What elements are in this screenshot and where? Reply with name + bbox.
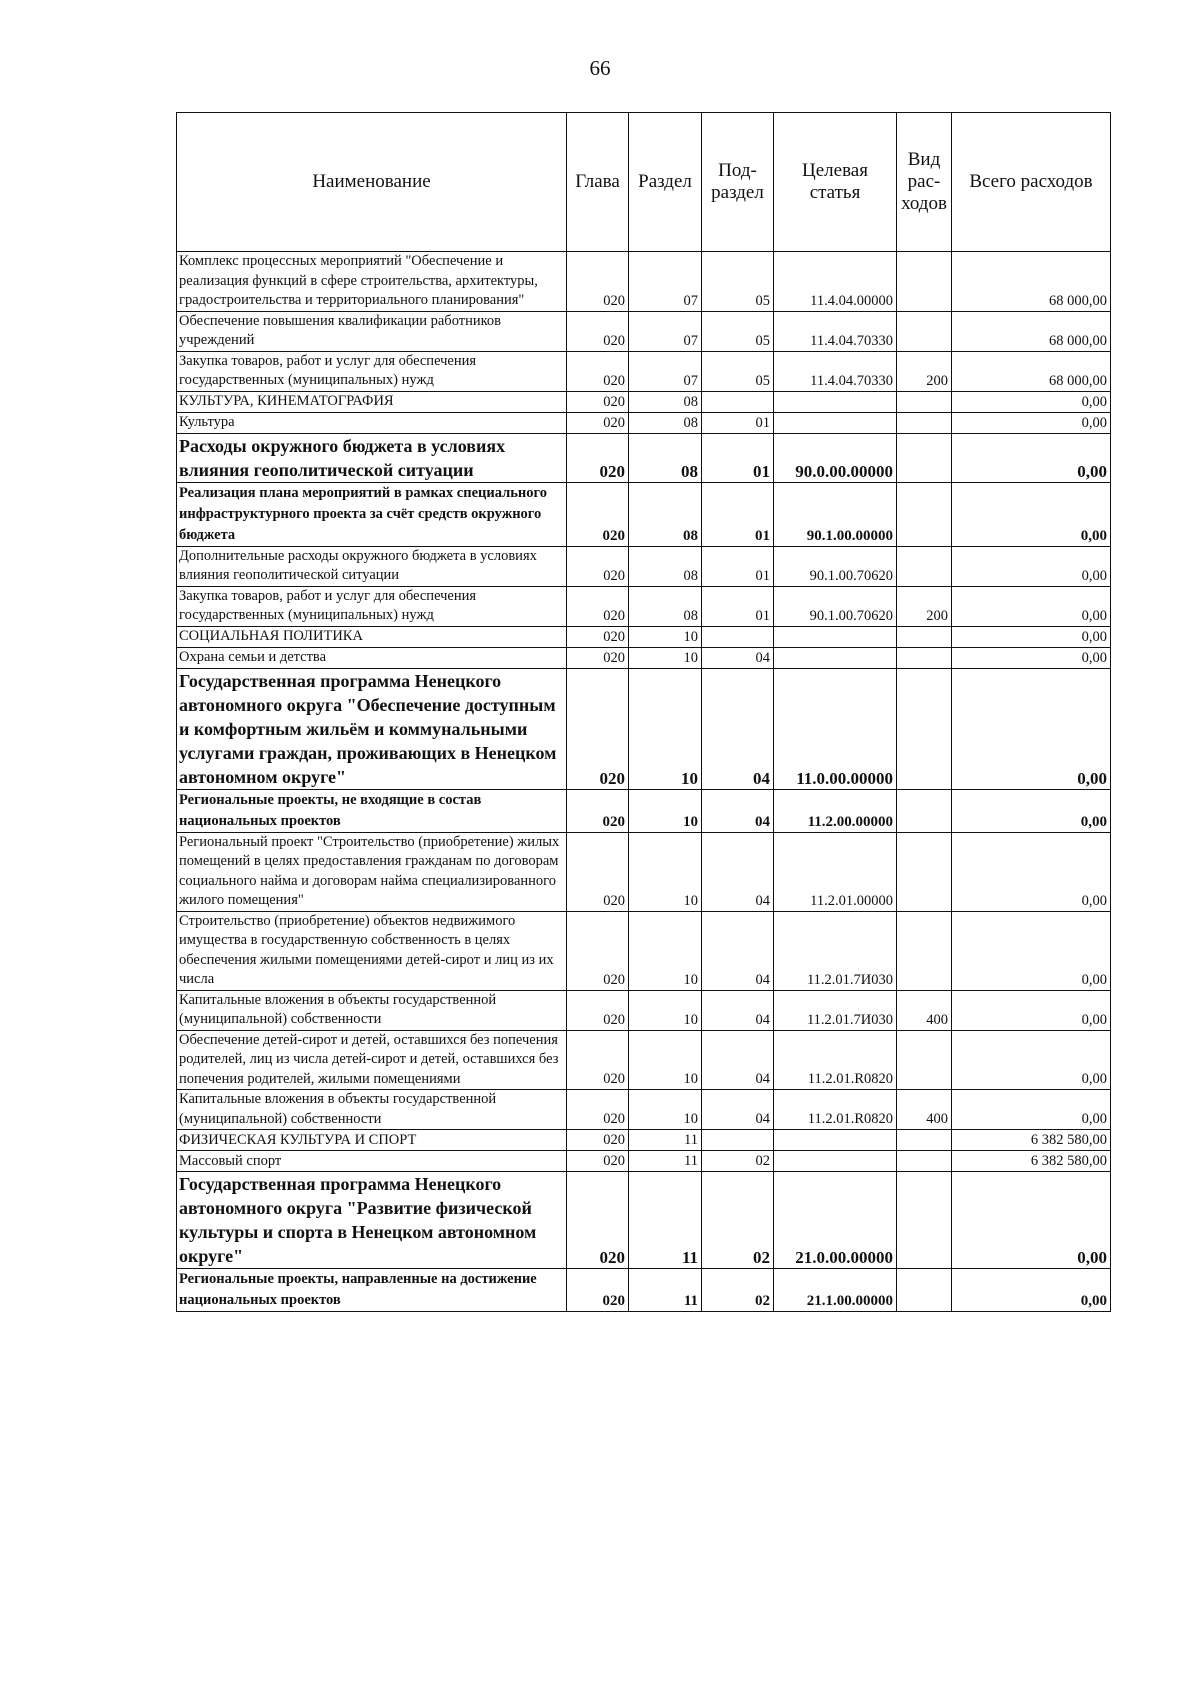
cell-statya [774, 626, 897, 647]
cell-vid [897, 1151, 952, 1172]
cell-vid [897, 789, 952, 832]
cell-total: 0,00 [952, 482, 1111, 546]
cell-vid [897, 482, 952, 546]
cell-name: Государственная программа Ненецкого автономного округа "Развитие физической культуры и спорта в Ненецком автономном округе" [177, 1172, 567, 1269]
cell-total: 0,00 [952, 1030, 1111, 1090]
cell-name: Массовый спорт [177, 1151, 567, 1172]
cell-total: 0,00 [952, 990, 1111, 1030]
cell-total: 6 382 580,00 [952, 1130, 1111, 1151]
cell-glava: 020 [567, 647, 629, 668]
cell-statya: 11.2.01.7И030 [774, 990, 897, 1030]
cell-total: 0,00 [952, 433, 1111, 482]
cell-razdel: 08 [629, 546, 702, 586]
cell-glava: 020 [567, 1130, 629, 1151]
table-row [177, 832, 1111, 911]
table-row [177, 789, 1111, 832]
col-header-razdel: Раздел [629, 113, 702, 252]
cell-razdel: 08 [629, 412, 702, 433]
cell-total: 0,00 [952, 1172, 1111, 1269]
cell-podrazdel: 01 [702, 482, 774, 546]
cell-glava: 020 [567, 1151, 629, 1172]
cell-razdel: 10 [629, 626, 702, 647]
cell-total: 0,00 [952, 586, 1111, 626]
cell-vid [897, 668, 952, 789]
cell-name: ФИЗИЧЕСКАЯ КУЛЬТУРА И СПОРТ [177, 1130, 567, 1151]
cell-podrazdel: 04 [702, 990, 774, 1030]
cell-podrazdel: 04 [702, 789, 774, 832]
cell-glava: 020 [567, 586, 629, 626]
cell-glava: 020 [567, 351, 629, 391]
cell-name: Строительство (приобретение) объектов недвижимого имущества в государственную собственность в целях обеспечения жилыми помещениями детей-сирот и лиц из их числа [177, 911, 567, 990]
cell-podrazdel [702, 1130, 774, 1151]
table-row [177, 311, 1111, 351]
cell-statya: 90.0.00.00000 [774, 433, 897, 482]
cell-podrazdel: 04 [702, 832, 774, 911]
cell-statya: 11.2.01.R0820 [774, 1090, 897, 1130]
cell-total: 0,00 [952, 911, 1111, 990]
cell-vid [897, 412, 952, 433]
cell-statya [774, 412, 897, 433]
cell-podrazdel: 02 [702, 1151, 774, 1172]
cell-vid [897, 433, 952, 482]
cell-vid [897, 546, 952, 586]
cell-glava: 020 [567, 391, 629, 412]
cell-name: Капитальные вложения в объекты государственной (муниципальной) собственности [177, 990, 567, 1030]
page-number: 66 [589, 56, 611, 80]
cell-glava: 020 [567, 546, 629, 586]
cell-statya: 11.2.01.R0820 [774, 1030, 897, 1090]
cell-name: Региональный проект "Строительство (приобретение) жилых помещений в целях предоставления гражданам по договорам социального найма и договорам найма специализированного жилого помещения" [177, 832, 567, 911]
cell-total: 0,00 [952, 647, 1111, 668]
cell-podrazdel: 02 [702, 1172, 774, 1269]
cell-glava: 020 [567, 1030, 629, 1090]
cell-statya: 90.1.00.00000 [774, 482, 897, 546]
cell-podrazdel [702, 626, 774, 647]
cell-statya: 11.2.01.00000 [774, 832, 897, 911]
table-row [177, 546, 1111, 586]
cell-podrazdel: 05 [702, 351, 774, 391]
cell-total: 0,00 [952, 626, 1111, 647]
cell-vid: 200 [897, 351, 952, 391]
cell-vid [897, 647, 952, 668]
cell-podrazdel: 01 [702, 433, 774, 482]
table-row [177, 1090, 1111, 1130]
cell-statya: 11.0.00.00000 [774, 668, 897, 789]
table-header-row [177, 113, 1111, 252]
cell-razdel: 10 [629, 832, 702, 911]
cell-vid [897, 311, 952, 351]
cell-podrazdel: 04 [702, 647, 774, 668]
cell-total: 0,00 [952, 546, 1111, 586]
col-header-podrazdel: Под- раздел [702, 113, 774, 252]
cell-name: Обеспечение повышения квалификации работников учреждений [177, 311, 567, 351]
table-row [177, 647, 1111, 668]
cell-name: Обеспечение детей-сирот и детей, оставшихся без попечения родителей, лиц из числа детей-сирот и детей, оставшихся без попечения родителей, жилыми помещениями [177, 1030, 567, 1090]
table-row [177, 1172, 1111, 1269]
cell-name: Реализация плана мероприятий в рамках специального инфраструктурного проекта за счёт средств окружного бюджета [177, 482, 567, 546]
cell-vid [897, 911, 952, 990]
cell-glava: 020 [567, 990, 629, 1030]
table-row [177, 1269, 1111, 1312]
cell-name: СОЦИАЛЬНАЯ ПОЛИТИКА [177, 626, 567, 647]
table-row [177, 626, 1111, 647]
cell-vid [897, 1130, 952, 1151]
cell-podrazdel: 05 [702, 311, 774, 351]
table-row [177, 911, 1111, 990]
cell-statya: 21.0.00.00000 [774, 1172, 897, 1269]
table-row [177, 252, 1111, 312]
cell-glava: 020 [567, 1090, 629, 1130]
cell-statya [774, 1130, 897, 1151]
table-row [177, 1130, 1111, 1151]
cell-name: Расходы окружного бюджета в условиях влияния геополитической ситуации [177, 433, 567, 482]
cell-glava: 020 [567, 911, 629, 990]
table-row [177, 668, 1111, 789]
cell-podrazdel: 01 [702, 412, 774, 433]
table-row [177, 586, 1111, 626]
table-row [177, 391, 1111, 412]
cell-razdel: 08 [629, 391, 702, 412]
cell-statya: 11.4.04.00000 [774, 252, 897, 312]
cell-razdel: 11 [629, 1172, 702, 1269]
cell-razdel: 07 [629, 351, 702, 391]
cell-glava: 020 [567, 832, 629, 911]
cell-podrazdel: 01 [702, 586, 774, 626]
cell-statya: 11.2.01.7И030 [774, 911, 897, 990]
cell-glava: 020 [567, 1269, 629, 1312]
cell-vid: 400 [897, 990, 952, 1030]
cell-razdel: 10 [629, 990, 702, 1030]
cell-statya: 11.4.04.70330 [774, 311, 897, 351]
cell-statya: 21.1.00.00000 [774, 1269, 897, 1312]
cell-vid [897, 252, 952, 312]
cell-podrazdel: 04 [702, 1030, 774, 1090]
cell-razdel: 11 [629, 1151, 702, 1172]
cell-total: 68 000,00 [952, 311, 1111, 351]
cell-razdel: 07 [629, 311, 702, 351]
cell-glava: 020 [567, 311, 629, 351]
cell-vid [897, 391, 952, 412]
cell-name: Закупка товаров, работ и услуг для обеспечения государственных (муниципальных) нужд [177, 351, 567, 391]
cell-razdel: 08 [629, 433, 702, 482]
cell-statya: 11.4.04.70330 [774, 351, 897, 391]
cell-name: Дополнительные расходы окружного бюджета в условиях влияния геополитической ситуации [177, 546, 567, 586]
cell-podrazdel: 01 [702, 546, 774, 586]
cell-name: КУЛЬТУРА, КИНЕМАТОГРАФИЯ [177, 391, 567, 412]
cell-name: Региональные проекты, направленные на достижение национальных проектов [177, 1269, 567, 1312]
cell-vid: 400 [897, 1090, 952, 1130]
cell-name: Государственная программа Ненецкого автономного округа "Обеспечение доступным и комфортным жильём и коммунальными услугами граждан, проживающих в Ненецком автономном округе" [177, 668, 567, 789]
cell-podrazdel: 04 [702, 1090, 774, 1130]
cell-total: 0,00 [952, 832, 1111, 911]
cell-name: Охрана семьи и детства [177, 647, 567, 668]
cell-glava: 020 [567, 252, 629, 312]
cell-vid [897, 1269, 952, 1312]
cell-razdel: 10 [629, 789, 702, 832]
cell-total: 0,00 [952, 668, 1111, 789]
col-header-name: Наименование [177, 113, 567, 252]
cell-total: 0,00 [952, 412, 1111, 433]
table-row [177, 482, 1111, 546]
cell-podrazdel [702, 391, 774, 412]
cell-statya: 11.2.00.00000 [774, 789, 897, 832]
cell-podrazdel: 05 [702, 252, 774, 312]
table-row [177, 433, 1111, 482]
cell-vid [897, 1030, 952, 1090]
table-row [177, 412, 1111, 433]
cell-vid [897, 832, 952, 911]
cell-razdel: 11 [629, 1269, 702, 1312]
cell-name: Капитальные вложения в объекты государственной (муниципальной) собственности [177, 1090, 567, 1130]
table-row [177, 990, 1111, 1030]
cell-statya [774, 647, 897, 668]
cell-total: 68 000,00 [952, 351, 1111, 391]
col-header-statya: Целевая статья [774, 113, 897, 252]
cell-name: Региональные проекты, не входящие в состав национальных проектов [177, 789, 567, 832]
budget-table [176, 112, 1111, 1312]
cell-statya: 90.1.00.70620 [774, 546, 897, 586]
table-row [177, 1030, 1111, 1090]
cell-razdel: 07 [629, 252, 702, 312]
cell-razdel: 11 [629, 1130, 702, 1151]
cell-glava: 020 [567, 626, 629, 647]
cell-vid [897, 626, 952, 647]
cell-vid: 200 [897, 586, 952, 626]
cell-glava: 020 [567, 482, 629, 546]
cell-podrazdel: 04 [702, 668, 774, 789]
cell-total: 0,00 [952, 1269, 1111, 1312]
cell-name: Культура [177, 412, 567, 433]
cell-statya [774, 391, 897, 412]
cell-glava: 020 [567, 668, 629, 789]
cell-razdel: 10 [629, 1030, 702, 1090]
table-row [177, 351, 1111, 391]
cell-name: Закупка товаров, работ и услуг для обеспечения государственных (муниципальных) нужд [177, 586, 567, 626]
cell-razdel: 08 [629, 586, 702, 626]
cell-razdel: 10 [629, 668, 702, 789]
cell-glava: 020 [567, 433, 629, 482]
cell-glava: 020 [567, 789, 629, 832]
cell-razdel: 10 [629, 647, 702, 668]
cell-vid [897, 1172, 952, 1269]
cell-podrazdel: 02 [702, 1269, 774, 1312]
col-header-glava: Глава [567, 113, 629, 252]
cell-razdel: 10 [629, 911, 702, 990]
cell-total: 0,00 [952, 391, 1111, 412]
cell-total: 0,00 [952, 789, 1111, 832]
cell-razdel: 08 [629, 482, 702, 546]
cell-name: Комплекс процессных мероприятий "Обеспечение и реализация функций в сфере строительства, архитектуры, градостроительства и территориального планирования" [177, 252, 567, 312]
cell-glava: 020 [567, 412, 629, 433]
cell-total: 0,00 [952, 1090, 1111, 1130]
table-row [177, 1151, 1111, 1172]
cell-razdel: 10 [629, 1090, 702, 1130]
cell-podrazdel: 04 [702, 911, 774, 990]
cell-statya: 90.1.00.70620 [774, 586, 897, 626]
cell-glava: 020 [567, 1172, 629, 1269]
cell-total: 68 000,00 [952, 252, 1111, 312]
cell-statya [774, 1151, 897, 1172]
col-header-vid: Вид рас- ходов [897, 113, 952, 252]
cell-total: 6 382 580,00 [952, 1151, 1111, 1172]
col-header-total: Всего расходов [952, 113, 1111, 252]
